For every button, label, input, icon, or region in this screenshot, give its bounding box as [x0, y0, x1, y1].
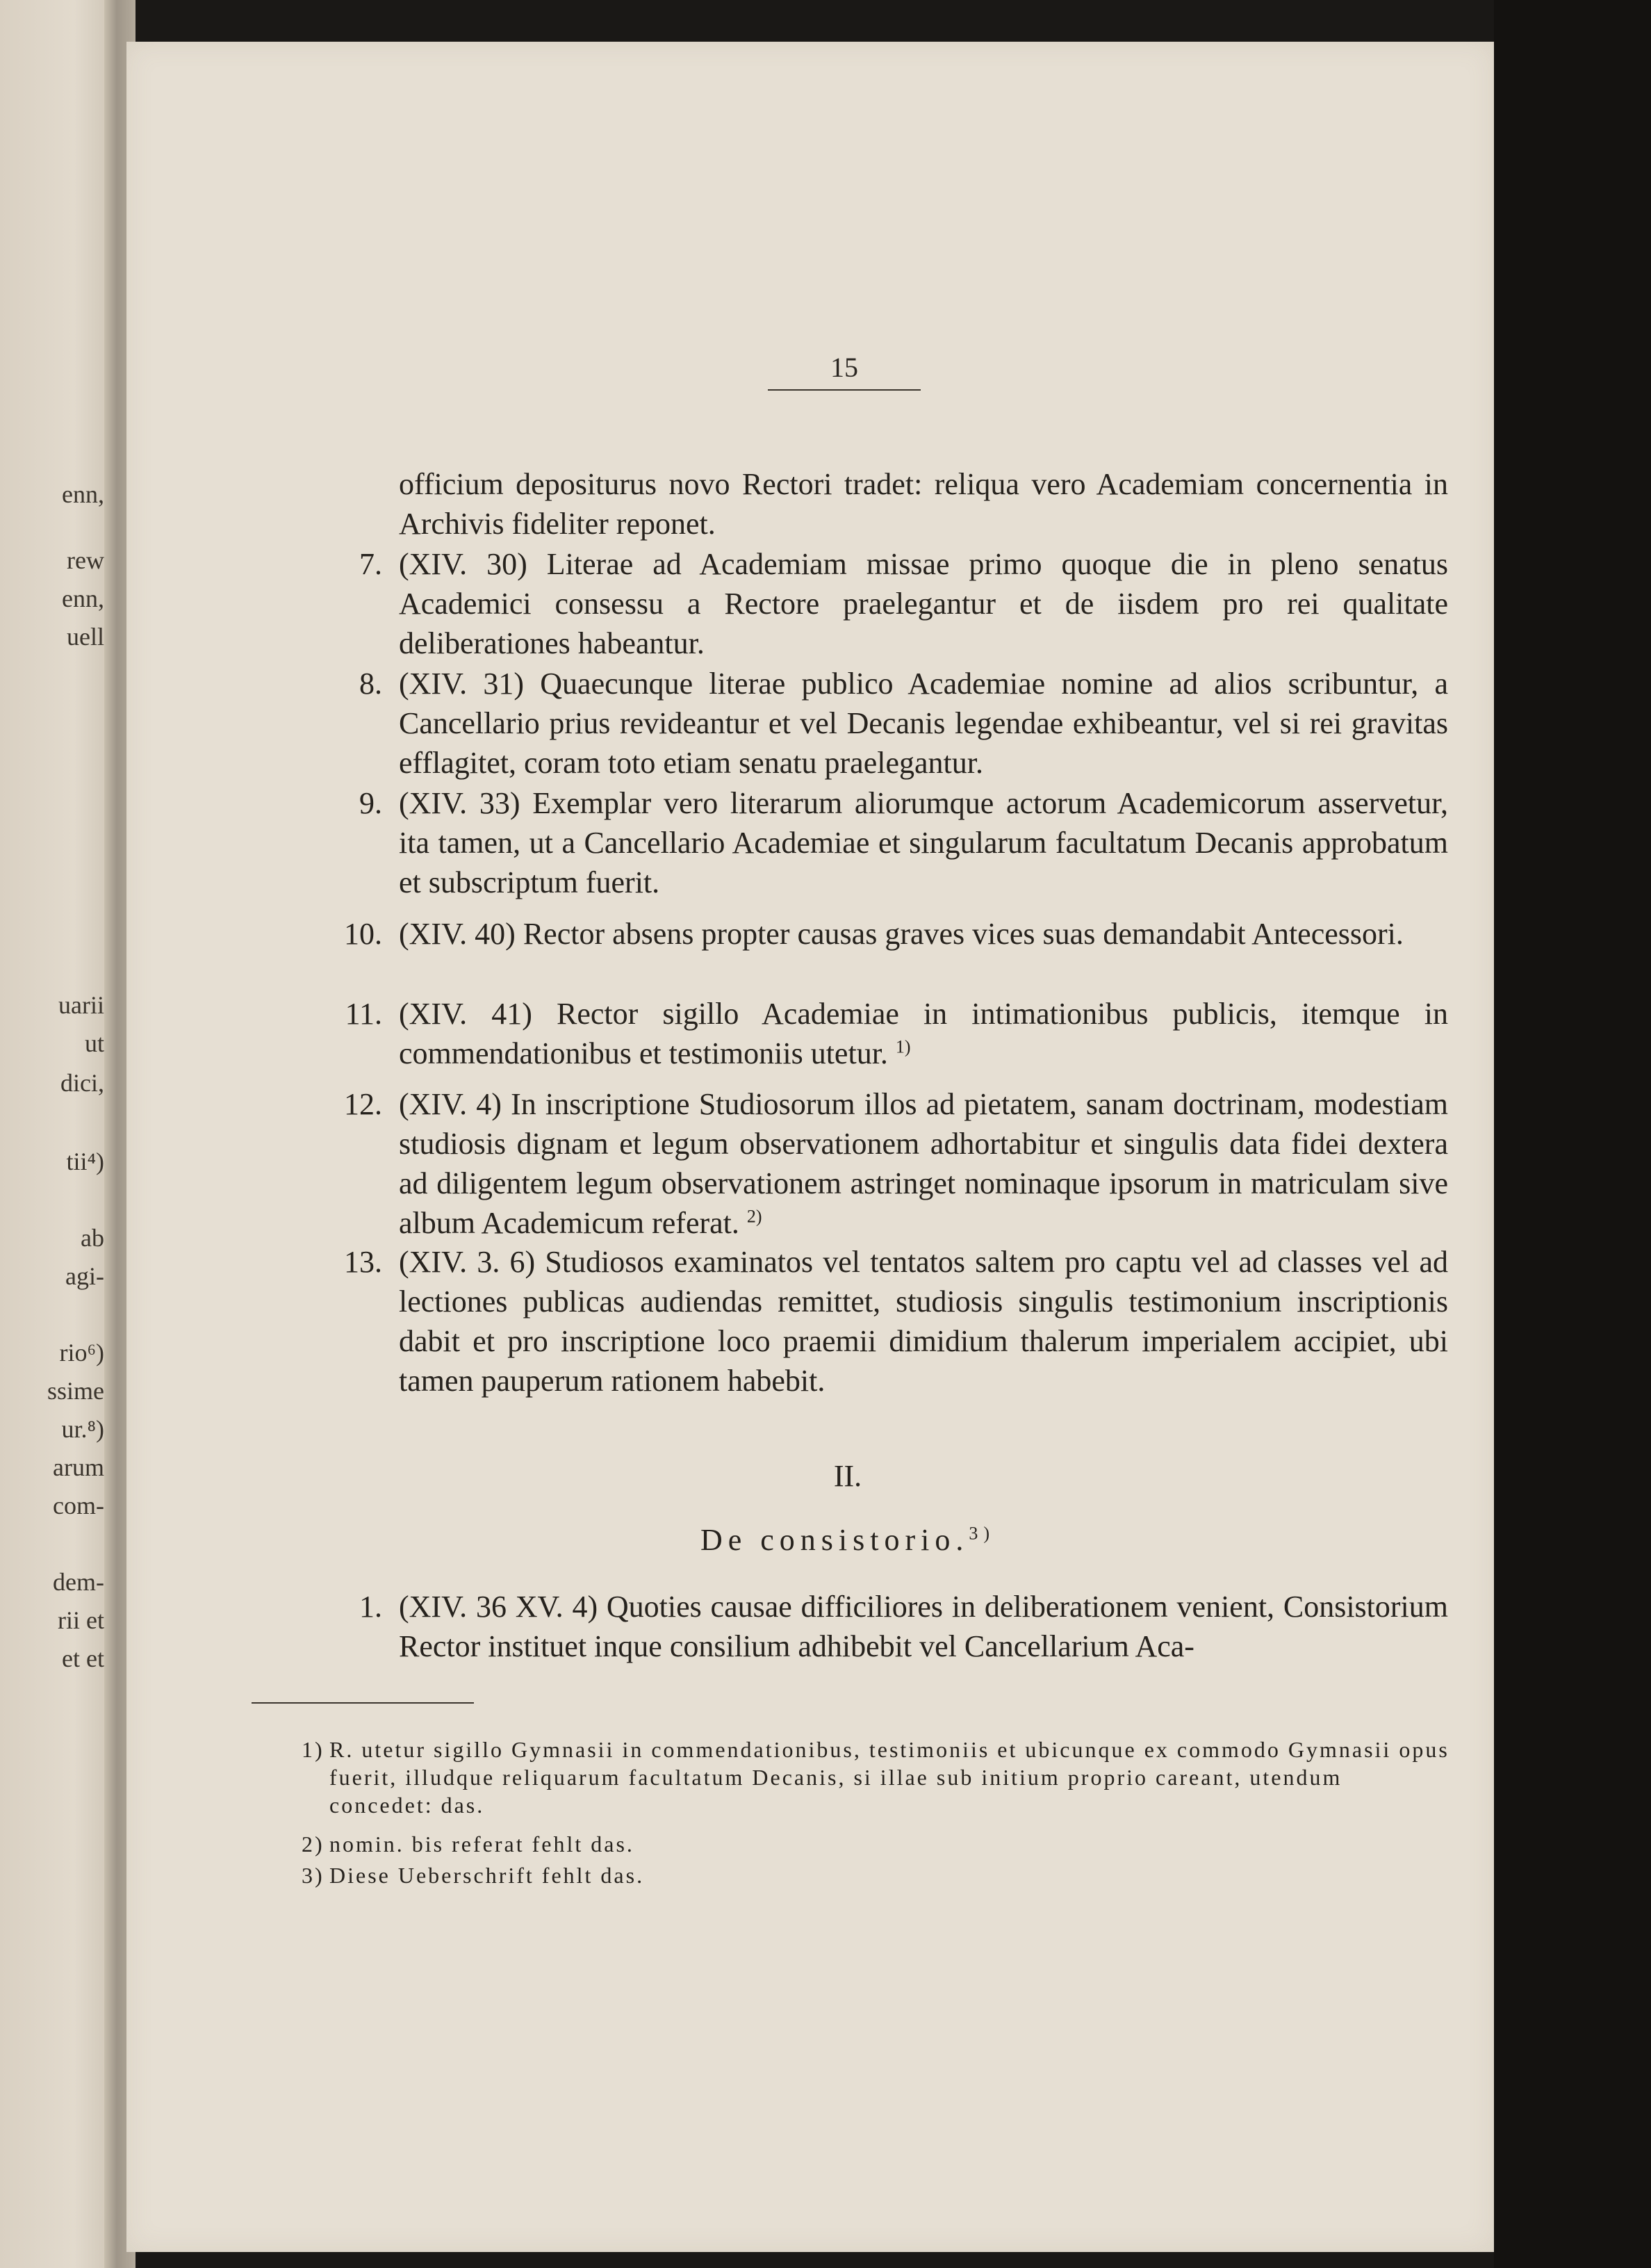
item-text: (XIV. 30) Literae ad Academiam missae primo quoque die in pleno senatus Academici consessu a Rectore praelegantur et de iisdem pro rei qualitate deliberationes habeantur.: [399, 547, 1448, 660]
footnote: [302, 1736, 1449, 1819]
item-number: 1.: [359, 1590, 382, 1624]
item-text-content: (XIV. 4) In inscriptione Studiosorum illos ad pietatem, sanam doctrinam, modestiam studiosis dignam et legum observationem adhortabitur et singulis data fidei dextera ad diligentem legum observationem astringet nominaque ipsorum in matriculam sive album Academicum referat.: [399, 1087, 1448, 1240]
footnote-ref: 3): [969, 1523, 996, 1544]
left-fragment: uell: [67, 623, 104, 651]
item-text: (XIV. 31) Quaecunque literae publico Academiae nomine ad alios scribuntur, a Cancellario prius revideantur et vel Decanis legendae exhibeantur, vel si rei gravitas efflagitet, coram toto etiam senatu praelegantur.: [399, 667, 1448, 780]
footnote-text: R. utetur sigillo Gymnasii in commendationibus, testimoniis et ubicunque ex commodo Gymnasii opus fuerit, illudque reliquarum facultatum Decanis, si illae sub initium proprio careant, utendum concedet: das.: [329, 1737, 1449, 1818]
item-number: 8.: [359, 667, 382, 701]
item-number: 11.: [345, 997, 382, 1031]
continuation-paragraph: officium depositurus novo Rectori tradet: reliqua vero Academiam concernentia in Archivis fideliter reponet.: [399, 467, 1448, 541]
footnote: [302, 1861, 1449, 1889]
footnote-text: Diese Ueberschrift fehlt das.: [329, 1863, 645, 1888]
section-title: [556, 1522, 1140, 1558]
section-title-text: De consistorio.: [700, 1523, 969, 1557]
left-fragment: ssime: [47, 1377, 104, 1405]
left-fragment: arum: [53, 1453, 104, 1481]
left-fragment: uarii: [58, 991, 104, 1019]
left-fragment: agi-: [65, 1262, 104, 1290]
background-edge: [1494, 0, 1651, 2268]
left-fragment: ur.⁸): [61, 1415, 104, 1443]
item-text: [399, 1084, 1448, 1243]
page-number: 15: [830, 352, 858, 383]
item-text: [399, 994, 1448, 1073]
item-number: 9.: [359, 786, 382, 820]
left-fragment: ab: [81, 1224, 104, 1252]
left-fragment: et et: [62, 1645, 104, 1672]
item-number: 13.: [344, 1245, 382, 1279]
item-text-content: (XIV. 41) Rector sigillo Academiae in intimationibus publicis, itemque in commendationibus et testimoniis utetur.: [399, 997, 1448, 1070]
footnote-ref: 2): [746, 1206, 762, 1227]
item-text: (XIV. 36 XV. 4) Quoties causae difficiliores in deliberationem venient, Consistorium Rector instituet inque consilium adhibebit vel Cancellarium Aca-: [399, 1590, 1448, 1663]
item-number: 10.: [344, 917, 382, 951]
page-number-rule: [768, 389, 921, 391]
left-fragment: com-: [53, 1492, 104, 1519]
section-number: II.: [833, 1459, 862, 1493]
left-fragment: dem-: [53, 1568, 104, 1596]
item-text: (XIV. 33) Exemplar vero literarum aliorumque actorum Academicorum asservetur, ita tamen, ut a Cancellario Academiae et singularum facultatum Decanis approbatum et subscriptum fuerit.: [399, 786, 1448, 899]
left-fragment: rio⁶): [59, 1339, 104, 1366]
left-fragment: ut: [84, 1029, 104, 1057]
item-text: (XIV. 40) Rector absens propter causas graves vices suas demandabit Antecessori.: [399, 917, 1404, 951]
left-fragment: tii⁴): [66, 1148, 104, 1175]
left-fragment: dici,: [60, 1069, 104, 1097]
footnote-mark: 3): [302, 1863, 325, 1888]
footnote-text: nomin. bis referat fehlt das.: [329, 1831, 634, 1857]
left-fragment: rii et: [58, 1606, 104, 1634]
item-number: 7.: [359, 547, 382, 581]
footnote-mark: 1): [302, 1737, 325, 1762]
footnote-rule: [252, 1702, 474, 1704]
left-fragment: enn,: [62, 480, 104, 508]
left-fragment: enn,: [62, 585, 104, 612]
footnote-mark: 2): [302, 1831, 325, 1857]
left-fragment: rew: [67, 546, 104, 574]
footnote-ref: 1): [895, 1036, 911, 1057]
item-text: (XIV. 3. 6) Studiosos examinatos vel tentatos saltem pro captu vel ad classes vel ad lectiones publicas audiendas remittet, studiosis singulis testimonium inscriptionis dabit et pro inscriptione loco praemii dimidium thalerum imperialem accipiet, ubi tamen pauperum rationem habebit.: [399, 1245, 1448, 1398]
footnote: [302, 1830, 1449, 1858]
item-number: 12.: [344, 1087, 382, 1121]
